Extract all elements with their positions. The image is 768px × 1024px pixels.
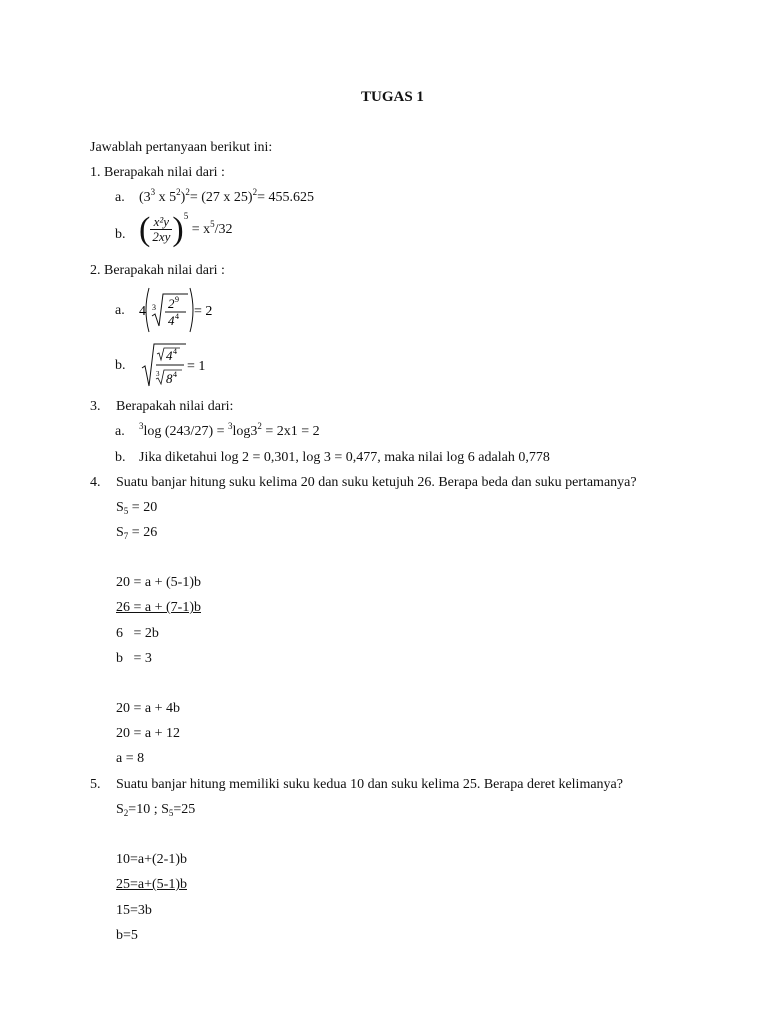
q4-line-3: 6 = 2b	[116, 626, 159, 641]
q5-line-4: b=5	[116, 928, 138, 943]
q4-line-4: b = 3	[116, 651, 152, 666]
q2a-den-base: 4	[168, 313, 175, 328]
q2a-num-exp: 9	[175, 295, 179, 304]
q4-line-5: 20 = a + 4b	[116, 701, 181, 716]
q1a-label: a.	[115, 190, 125, 205]
q2a-right-paren	[190, 288, 193, 332]
q3a-label: a.	[115, 424, 125, 439]
q1a-equation: ($3^3$ x $5^2)^2= (27$ x 25)$^2$= 455.625	[139, 187, 314, 205]
q2b-den-index: 3	[156, 370, 160, 378]
q4-line-7: a = 8	[116, 751, 145, 766]
q5-line-3: 15=3b	[116, 903, 152, 918]
q4-number: 4.	[90, 475, 101, 490]
q3b-label: b.	[115, 450, 126, 465]
q2a-left-paren	[146, 288, 149, 332]
q2b-label: b.	[115, 358, 126, 373]
page-title: TUGAS 1	[361, 89, 424, 105]
q3b-text: Jika diketahui log 2 = 0,301, log 3 = 0,477, maka nilai log 6 adalah 0,778	[139, 450, 550, 465]
q2b-result: = 1	[187, 359, 206, 374]
q2a-label: a.	[115, 303, 125, 318]
q4-line-2: 26 = a + (7-1)b	[116, 600, 201, 615]
q2b-den-base: 8	[166, 371, 173, 386]
q2a-result: = 2	[194, 304, 213, 319]
left-paren: (	[139, 210, 151, 248]
q2a-den-exp: 4	[175, 312, 179, 321]
q2a-root-index: 3	[152, 303, 156, 312]
q4-line-1: 20 = a + (5-1)b	[116, 575, 201, 590]
q2a-num-base: 2	[168, 296, 175, 311]
q2b-num-base: 4	[166, 348, 173, 363]
q3a-equation: $^3$log $(243/27) = ^3\log 3^2 = 2x1 = 2$	[139, 421, 320, 439]
q1b-label: b.	[115, 227, 126, 242]
q5-given: $S_2=10$ ; $S_5=25$	[116, 802, 196, 818]
q1-prompt: 1. Berapakah nilai dari :	[90, 165, 225, 180]
q2a-equation	[136, 284, 246, 336]
q2b-equation	[136, 340, 246, 392]
q5-line-1: 10=a+(2-1)b	[116, 852, 187, 867]
q3-prompt: Berapakah nilai dari:	[116, 399, 234, 414]
q1b-fraction: $\frac{\text{x²y}}{2xy}$	[152, 214, 171, 245]
q2b-den-exp: 4	[173, 370, 177, 379]
q5-line-2: 25=a+(5-1)b	[116, 877, 187, 892]
q2-prompt: 2. Berapakah nilai dari :	[90, 263, 225, 278]
q1b-equation: ( $\frac{\text{x²y}}{2xy}$ )$^5 = x^5/32$	[139, 210, 233, 248]
q4-s5: $S_5 = 20$	[116, 500, 158, 516]
q4-prompt: Suatu banjar hitung suku kelima 20 dan suku ketujuh 26. Berapa beda dan suku pertamanya?	[116, 475, 637, 490]
q4-line-6: 20 = a + 12	[116, 726, 181, 741]
q2b-num-exp: 4	[173, 347, 177, 356]
instruction-text: Jawablah pertanyaan berikut ini:	[90, 140, 273, 155]
q3-number: 3.	[90, 399, 101, 414]
q5-number: 5.	[90, 777, 101, 792]
right-paren: )	[172, 210, 184, 248]
q5-prompt: Suatu banjar hitung memiliki suku kedua 10 dan suku kelima 25. Berapa deret kelimanya?	[116, 777, 623, 792]
q4-s7: $S_7 = 26$	[116, 525, 158, 541]
q2a-coefficient: 4	[139, 304, 146, 319]
